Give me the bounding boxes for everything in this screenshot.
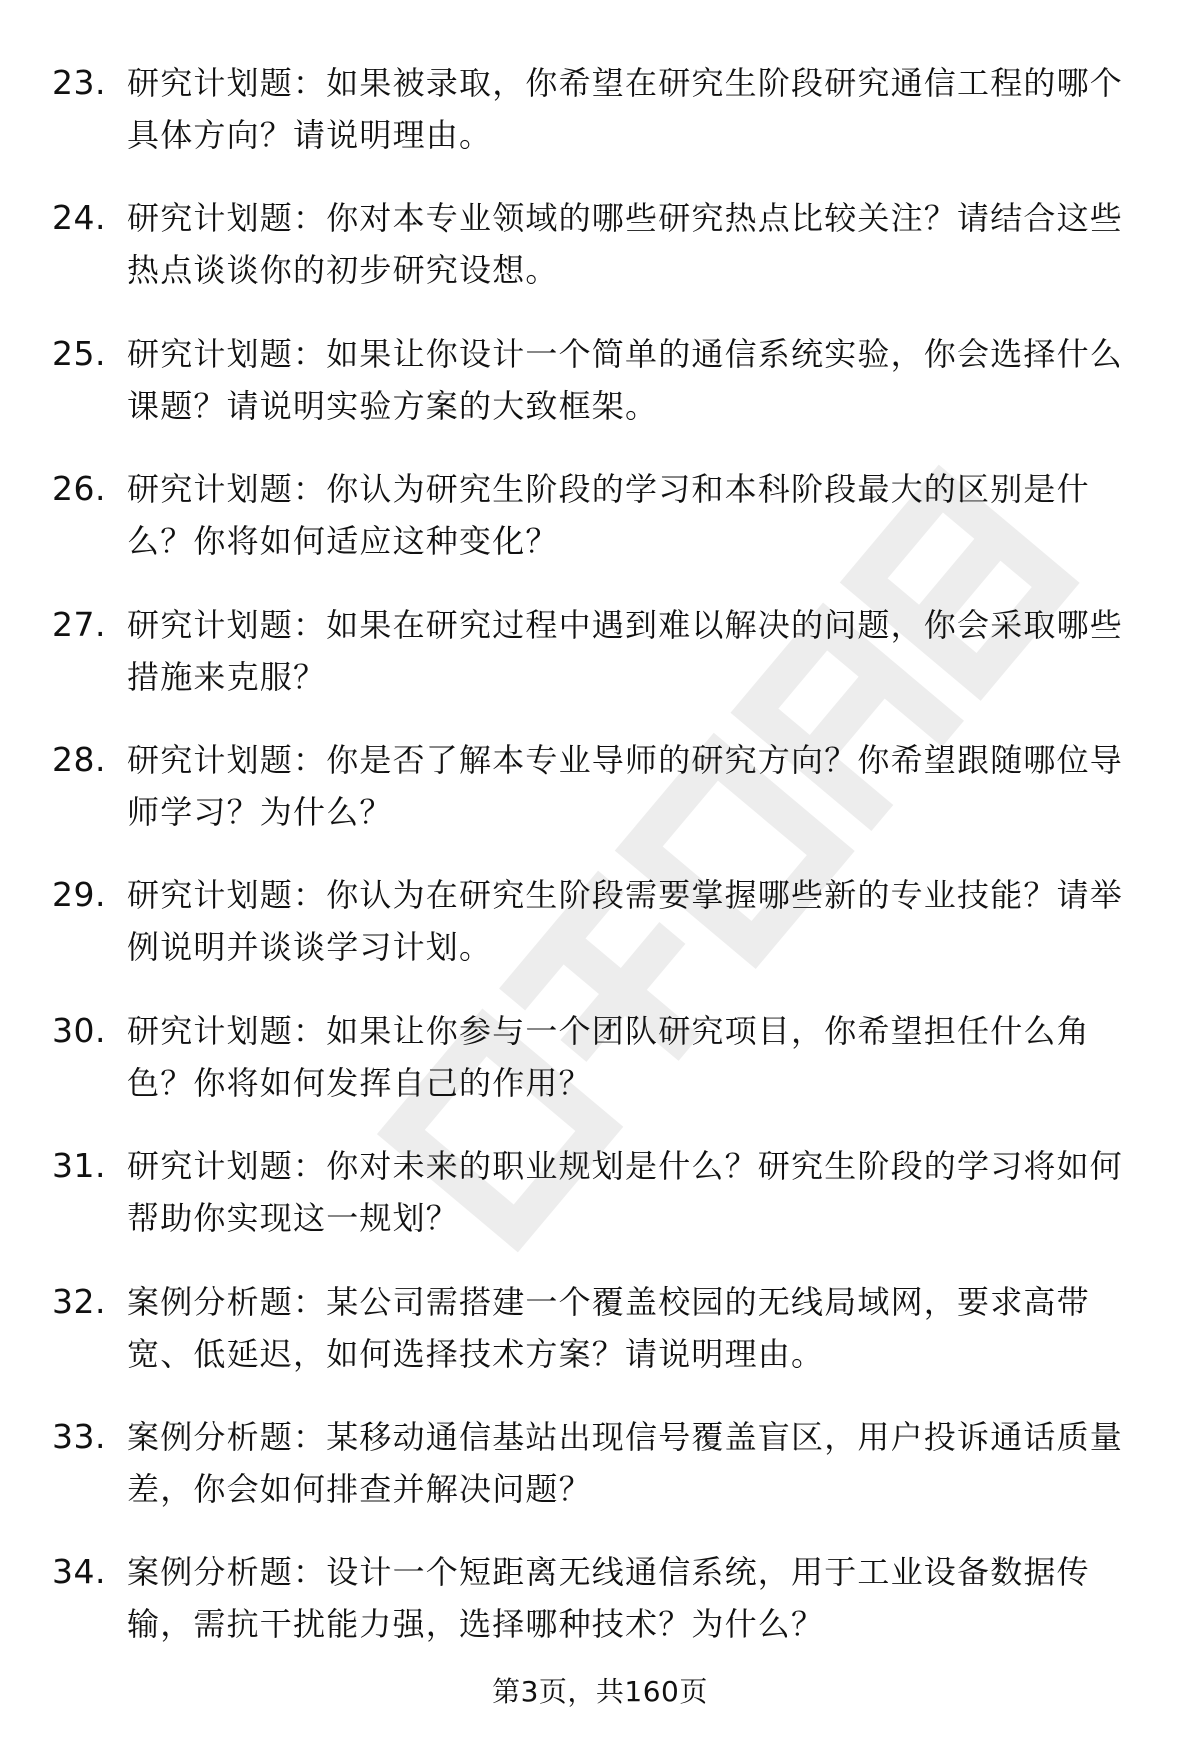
- question-number: 31.: [52, 1146, 106, 1186]
- question-item: [0, 1276, 1200, 1416]
- question-list: [0, 57, 1200, 1682]
- question-number: 34.: [52, 1552, 106, 1592]
- question-text: 研究计划题：如果被录取，你希望在研究生阶段研究通信工程的哪个具体方向？请说明理由。: [127, 64, 1124, 154]
- question-number: 29.: [52, 875, 106, 915]
- question-number: 33.: [52, 1417, 106, 1457]
- question-number: 24.: [52, 198, 106, 238]
- question-text: 研究计划题：如果在研究过程中遇到难以解决的问题，你会采取哪些措施来克服？: [127, 605, 1124, 696]
- question-text: 案例分析题：设计一个短距离无线通信系统，用于工业设备数据传输，需抗干扰能力强，选择哪种技术？为什么？: [127, 1553, 1090, 1644]
- page-footer: [0, 1672, 1200, 1712]
- question-number: 32.: [52, 1281, 106, 1321]
- question-item: [0, 1140, 1200, 1280]
- question-text: 研究计划题：你对未来的职业规划是什么？研究生阶段的学习将如何帮助你实现这一规划？: [127, 1147, 1124, 1238]
- question-text: 案例分析题：某公司需搭建一个覆盖校园的无线局域网，要求高带宽、低延迟，如何选择技术方案？请说明理由。: [127, 1282, 1090, 1373]
- question-text: 研究计划题：你认为在研究生阶段需要掌握哪些新的专业技能？请举例说明并谈谈学习计划。: [127, 876, 1124, 967]
- question-number: 30.: [52, 1010, 106, 1050]
- question-item: [0, 192, 1200, 332]
- question-number: 28.: [52, 740, 106, 780]
- question-item: [0, 1411, 1200, 1551]
- question-item: [0, 599, 1200, 739]
- question-text: 研究计划题：如果让你参与一个团队研究项目，你希望担任什么角色？你将如何发挥自己的作用？: [127, 1011, 1090, 1102]
- question-item: [0, 328, 1200, 468]
- question-item: [0, 1546, 1200, 1686]
- question-number: 23.: [52, 63, 106, 102]
- question-text: 研究计划题：如果让你设计一个简单的通信系统实验，你会选择什么课题？请说明实验方案的大致框架。: [127, 334, 1124, 425]
- question-text: 研究计划题：你认为研究生阶段的学习和本科阶段最大的区别是什么？你将如何适应这种变化？: [127, 470, 1090, 561]
- question-text: 研究计划题：你是否了解本专业导师的研究方向？你希望跟随哪位导师学习？为什么？: [127, 741, 1124, 832]
- page-number-label: 第3页，共160页: [492, 1675, 708, 1708]
- question-item: [0, 463, 1200, 603]
- question-item: [0, 57, 1200, 197]
- question-item: [0, 1005, 1200, 1145]
- question-number: 26.: [52, 469, 106, 509]
- question-text: 案例分析题：某移动通信基站出现信号覆盖盲区，用户投诉通话质量差，你会如何排查并解决问题？: [127, 1418, 1124, 1509]
- question-item: [0, 734, 1200, 874]
- question-item: [0, 869, 1200, 1009]
- question-text: 研究计划题：你对本专业领域的哪些研究热点比较关注？请结合这些热点谈谈你的初步研究设想。: [127, 199, 1124, 290]
- question-number: 25.: [52, 333, 106, 373]
- question-number: 27.: [52, 604, 106, 644]
